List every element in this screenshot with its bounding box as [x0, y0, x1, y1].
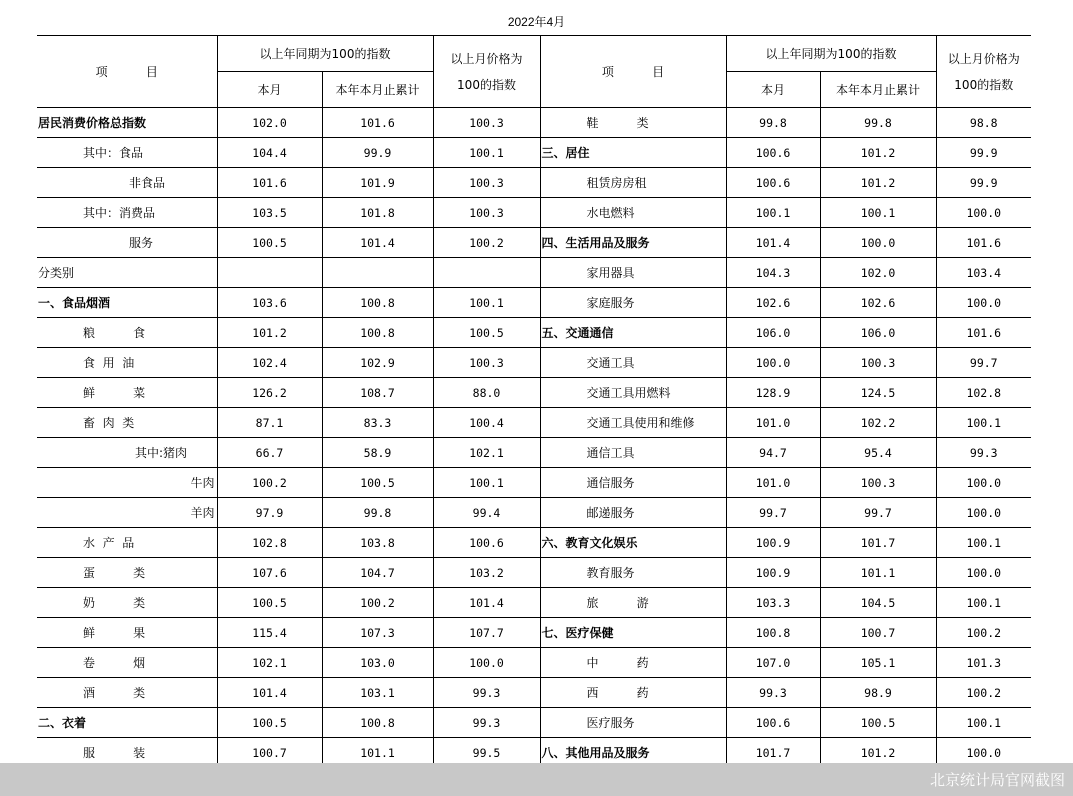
right-this-month-value: 100.9 — [726, 528, 820, 558]
table-row — [37, 558, 1031, 588]
right-this-month-value: 102.6 — [726, 288, 820, 318]
right-item-label: 五、交通通信 — [540, 318, 726, 348]
right-this-month-value: 101.0 — [726, 408, 820, 438]
right-item-label: 教育服务 — [540, 558, 726, 588]
right-item-label: 旅 游 — [540, 588, 726, 618]
right-this-month-value: 107.0 — [726, 648, 820, 678]
left-mom-value: 100.1 — [433, 138, 540, 168]
right-mom-value: 100.0 — [936, 288, 1031, 318]
right-mom-value: 98.8 — [936, 108, 1031, 138]
left-this-month-value: 100.2 — [217, 468, 322, 498]
left-this-month-value: 100.5 — [217, 708, 322, 738]
left-item-label: 鲜 菜 — [37, 378, 217, 408]
table-row — [37, 708, 1031, 738]
left-ytd-value: 100.8 — [322, 708, 433, 738]
right-ytd-value: 100.7 — [820, 618, 936, 648]
watermark-bar — [0, 763, 1073, 796]
left-ytd-value: 101.6 — [322, 108, 433, 138]
left-ytd-value: 101.1 — [322, 738, 433, 768]
header-ytd-right: 本年本月止累计 — [820, 72, 936, 108]
left-ytd-value: 100.8 — [322, 318, 433, 348]
right-item-label: 西 药 — [540, 678, 726, 708]
right-this-month-value: 103.3 — [726, 588, 820, 618]
left-ytd-value: 99.8 — [322, 498, 433, 528]
left-item-label: 卷 烟 — [37, 648, 217, 678]
right-mom-value: 100.2 — [936, 618, 1031, 648]
right-ytd-value: 104.5 — [820, 588, 936, 618]
header-mom-left-text: 以上月价格为100的指数 — [450, 51, 523, 92]
right-item-label: 交通工具用燃料 — [540, 378, 726, 408]
right-mom-value: 99.9 — [936, 138, 1031, 168]
left-mom-value: 100.4 — [433, 408, 540, 438]
right-item-label: 通信服务 — [540, 468, 726, 498]
right-this-month-value: 128.9 — [726, 378, 820, 408]
left-item-label: 牛肉 — [37, 468, 217, 498]
right-this-month-value: 99.3 — [726, 678, 820, 708]
left-item-label: 奶 类 — [37, 588, 217, 618]
right-mom-value: 99.7 — [936, 348, 1031, 378]
left-mom-value: 100.6 — [433, 528, 540, 558]
right-ytd-value: 100.0 — [820, 228, 936, 258]
left-item-label: 其中：食品 — [37, 138, 217, 168]
left-mom-value: 100.1 — [433, 468, 540, 498]
report-date-title: 2022年4月 — [507, 15, 566, 29]
left-ytd-value: 103.1 — [322, 678, 433, 708]
right-this-month-value: 104.3 — [726, 258, 820, 288]
left-mom-value: 100.3 — [433, 348, 540, 378]
right-mom-value: 103.4 — [936, 258, 1031, 288]
left-this-month-value: 101.4 — [217, 678, 322, 708]
right-ytd-value: 106.0 — [820, 318, 936, 348]
left-item-label: 其中：消费品 — [37, 198, 217, 228]
right-this-month-value: 100.6 — [726, 138, 820, 168]
left-mom-value — [433, 258, 540, 288]
left-ytd-value: 100.2 — [322, 588, 433, 618]
right-mom-value: 101.6 — [936, 318, 1031, 348]
header-yoy-left: 以上年同期为100的指数 — [217, 36, 433, 72]
right-this-month-value: 99.7 — [726, 498, 820, 528]
table-row — [37, 258, 1031, 288]
table-row — [37, 678, 1031, 708]
right-mom-value: 100.2 — [936, 678, 1031, 708]
table-row — [37, 618, 1031, 648]
right-item-label: 家用器具 — [540, 258, 726, 288]
left-this-month-value: 102.4 — [217, 348, 322, 378]
left-ytd-value: 99.9 — [322, 138, 433, 168]
left-item-label: 羊肉 — [37, 498, 217, 528]
left-item-label: 分类别 — [37, 258, 217, 288]
right-item-label: 交通工具 — [540, 348, 726, 378]
table-row — [37, 288, 1031, 318]
left-this-month-value: 102.1 — [217, 648, 322, 678]
right-item-label: 中 药 — [540, 648, 726, 678]
right-ytd-value: 100.1 — [820, 198, 936, 228]
right-ytd-value: 101.7 — [820, 528, 936, 558]
right-item-label: 通信工具 — [540, 438, 726, 468]
right-ytd-value: 102.2 — [820, 408, 936, 438]
left-ytd-value: 103.8 — [322, 528, 433, 558]
right-mom-value: 102.8 — [936, 378, 1031, 408]
left-item-label: 服 装 — [37, 738, 217, 768]
right-this-month-value: 100.9 — [726, 558, 820, 588]
left-ytd-value: 100.5 — [322, 468, 433, 498]
right-this-month-value: 100.8 — [726, 618, 820, 648]
right-item-label: 七、医疗保健 — [540, 618, 726, 648]
right-ytd-value: 101.2 — [820, 138, 936, 168]
left-mom-value: 100.1 — [433, 288, 540, 318]
left-item-label: 粮 食 — [37, 318, 217, 348]
left-ytd-value: 103.0 — [322, 648, 433, 678]
left-ytd-value: 107.3 — [322, 618, 433, 648]
left-this-month-value: 107.6 — [217, 558, 322, 588]
right-this-month-value: 101.4 — [726, 228, 820, 258]
left-mom-value: 103.2 — [433, 558, 540, 588]
right-mom-value: 101.3 — [936, 648, 1031, 678]
right-item-label: 家庭服务 — [540, 288, 726, 318]
left-mom-value: 100.0 — [433, 648, 540, 678]
left-mom-value: 99.3 — [433, 678, 540, 708]
right-ytd-value: 124.5 — [820, 378, 936, 408]
left-this-month-value: 101.6 — [217, 168, 322, 198]
left-this-month-value: 97.9 — [217, 498, 322, 528]
left-mom-value: 88.0 — [433, 378, 540, 408]
table-row — [37, 378, 1031, 408]
right-ytd-value: 99.7 — [820, 498, 936, 528]
left-this-month-value: 102.0 — [217, 108, 322, 138]
left-this-month-value: 103.6 — [217, 288, 322, 318]
left-mom-value: 99.5 — [433, 738, 540, 768]
right-this-month-value: 101.0 — [726, 468, 820, 498]
right-ytd-value: 102.6 — [820, 288, 936, 318]
left-item-label: 非食品 — [37, 168, 217, 198]
left-mom-value: 99.4 — [433, 498, 540, 528]
left-item-label: 一、食品烟酒 — [37, 288, 217, 318]
right-ytd-value: 105.1 — [820, 648, 936, 678]
right-mom-value: 100.0 — [936, 558, 1031, 588]
left-this-month-value: 115.4 — [217, 618, 322, 648]
right-item-label: 鞋 类 — [540, 108, 726, 138]
header-item-right: 项 目 — [540, 36, 726, 108]
left-mom-value: 100.3 — [433, 108, 540, 138]
table-row — [37, 198, 1031, 228]
left-mom-value: 107.7 — [433, 618, 540, 648]
left-this-month-value: 100.7 — [217, 738, 322, 768]
header-mom-right-text: 以上月价格为100的指数 — [947, 51, 1020, 92]
right-ytd-value: 100.3 — [820, 468, 936, 498]
left-this-month-value: 102.8 — [217, 528, 322, 558]
right-item-label: 医疗服务 — [540, 708, 726, 738]
left-mom-value: 102.1 — [433, 438, 540, 468]
right-item-label: 八、其他用品及服务 — [540, 738, 726, 768]
left-ytd-value: 102.9 — [322, 348, 433, 378]
table-row — [37, 348, 1031, 378]
right-this-month-value: 100.6 — [726, 708, 820, 738]
right-mom-value: 101.6 — [936, 228, 1031, 258]
left-ytd-value: 108.7 — [322, 378, 433, 408]
header-this-month-left: 本月 — [217, 72, 322, 108]
left-item-label: 食 用 油 — [37, 348, 217, 378]
left-item-label: 其中:猪肉 — [37, 438, 217, 468]
left-item-label: 居民消费价格总指数 — [37, 108, 217, 138]
table-row — [37, 228, 1031, 258]
left-mom-value: 100.3 — [433, 198, 540, 228]
table-row — [37, 468, 1031, 498]
right-mom-value: 100.1 — [936, 408, 1031, 438]
left-mom-value: 100.5 — [433, 318, 540, 348]
left-item-label: 水 产 品 — [37, 528, 217, 558]
right-item-label: 六、教育文化娱乐 — [540, 528, 726, 558]
header-mom-left — [433, 36, 540, 108]
right-ytd-value: 101.2 — [820, 738, 936, 768]
right-this-month-value: 100.1 — [726, 198, 820, 228]
right-item-label: 租赁房房租 — [540, 168, 726, 198]
left-ytd-value: 101.9 — [322, 168, 433, 198]
left-ytd-value: 101.8 — [322, 198, 433, 228]
left-this-month-value: 101.2 — [217, 318, 322, 348]
left-this-month-value: 100.5 — [217, 228, 322, 258]
right-mom-value: 100.0 — [936, 498, 1031, 528]
table-row — [37, 648, 1031, 678]
right-item-label: 三、居住 — [540, 138, 726, 168]
left-ytd-value: 101.4 — [322, 228, 433, 258]
right-ytd-value: 100.5 — [820, 708, 936, 738]
left-this-month-value: 104.4 — [217, 138, 322, 168]
left-ytd-value: 100.8 — [322, 288, 433, 318]
table-row — [37, 138, 1031, 168]
right-mom-value: 100.1 — [936, 708, 1031, 738]
table-row — [37, 588, 1031, 618]
table-row — [37, 108, 1031, 138]
right-mom-value: 100.0 — [936, 468, 1031, 498]
right-item-label: 交通工具使用和维修 — [540, 408, 726, 438]
left-ytd-value: 58.9 — [322, 438, 433, 468]
right-this-month-value: 100.0 — [726, 348, 820, 378]
right-this-month-value: 100.6 — [726, 168, 820, 198]
table-row — [37, 498, 1031, 528]
right-ytd-value: 99.8 — [820, 108, 936, 138]
right-this-month-value: 99.8 — [726, 108, 820, 138]
left-this-month-value: 66.7 — [217, 438, 322, 468]
header-item-left: 项 目 — [37, 36, 217, 108]
left-ytd-value — [322, 258, 433, 288]
left-item-label: 鲜 果 — [37, 618, 217, 648]
right-mom-value: 100.1 — [936, 588, 1031, 618]
left-this-month-value: 126.2 — [217, 378, 322, 408]
left-this-month-value: 100.5 — [217, 588, 322, 618]
header-mom-right — [936, 36, 1031, 108]
right-this-month-value: 106.0 — [726, 318, 820, 348]
left-mom-value: 101.4 — [433, 588, 540, 618]
right-this-month-value: 101.7 — [726, 738, 820, 768]
right-item-label: 水电燃料 — [540, 198, 726, 228]
right-ytd-value: 101.1 — [820, 558, 936, 588]
header-ytd-left: 本年本月止累计 — [322, 72, 433, 108]
left-this-month-value: 103.5 — [217, 198, 322, 228]
right-ytd-value: 95.4 — [820, 438, 936, 468]
right-mom-value: 99.9 — [936, 168, 1031, 198]
left-item-label: 服务 — [37, 228, 217, 258]
right-item-label: 邮递服务 — [540, 498, 726, 528]
right-item-label: 四、生活用品及服务 — [540, 228, 726, 258]
table-header-row — [37, 36, 1031, 72]
right-mom-value: 100.0 — [936, 198, 1031, 228]
right-ytd-value: 102.0 — [820, 258, 936, 288]
left-item-label: 蛋 类 — [37, 558, 217, 588]
left-this-month-value: 87.1 — [217, 408, 322, 438]
cpi-table — [37, 35, 1031, 768]
table-row — [37, 408, 1031, 438]
right-mom-value: 100.0 — [936, 738, 1031, 768]
table-row — [37, 528, 1031, 558]
header-yoy-right: 以上年同期为100的指数 — [726, 36, 936, 72]
right-ytd-value: 98.9 — [820, 678, 936, 708]
right-mom-value: 99.3 — [936, 438, 1031, 468]
left-mom-value: 99.3 — [433, 708, 540, 738]
left-item-label: 畜 肉 类 — [37, 408, 217, 438]
right-ytd-value: 101.2 — [820, 168, 936, 198]
right-ytd-value: 100.3 — [820, 348, 936, 378]
left-mom-value: 100.2 — [433, 228, 540, 258]
left-item-label: 二、衣着 — [37, 708, 217, 738]
left-item-label: 酒 类 — [37, 678, 217, 708]
left-this-month-value — [217, 258, 322, 288]
right-mom-value: 100.1 — [936, 528, 1031, 558]
table-row — [37, 438, 1031, 468]
right-this-month-value: 94.7 — [726, 438, 820, 468]
left-ytd-value: 83.3 — [322, 408, 433, 438]
header-this-month-right: 本月 — [726, 72, 820, 108]
left-mom-value: 100.3 — [433, 168, 540, 198]
table-row — [37, 168, 1031, 198]
table-row — [37, 318, 1031, 348]
watermark-text: 北京统计局官网截图 — [929, 771, 1065, 789]
left-ytd-value: 104.7 — [322, 558, 433, 588]
